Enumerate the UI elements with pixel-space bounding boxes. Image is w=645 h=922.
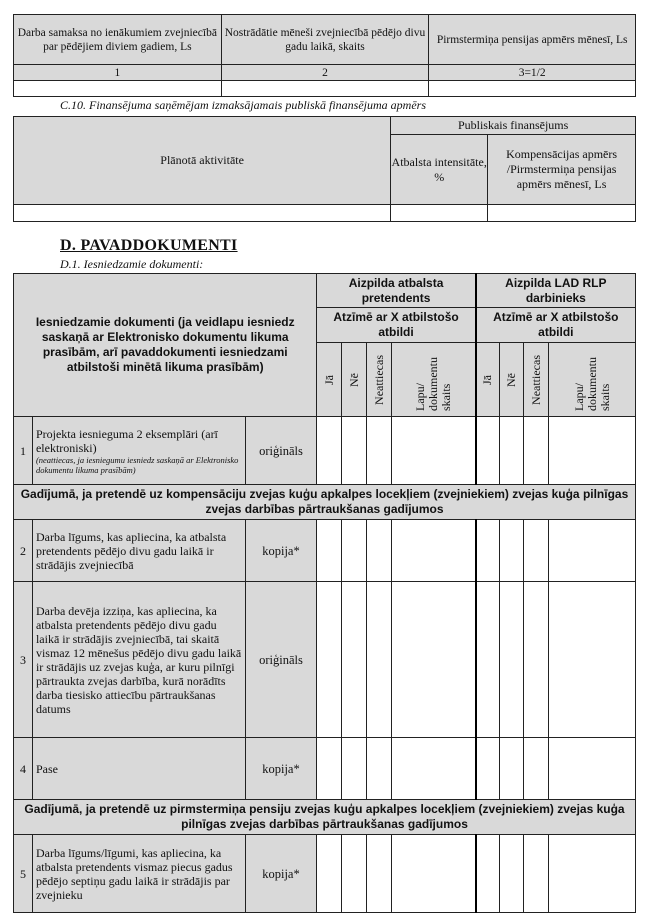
applicant-mark-header: Atzīmē ar X atbilstošo atbildi xyxy=(317,308,476,343)
applicant-na-header: Neattiecas xyxy=(371,354,386,405)
document-text: Projekta iesnieguma 2 eksemplāri (arī elektroniski) xyxy=(35,426,218,455)
lad-mark-header: Atzīmē ar X atbilstošo atbildi xyxy=(476,308,636,343)
lad-yes-cell[interactable] xyxy=(476,417,500,485)
lad-pages-cell[interactable] xyxy=(549,738,636,800)
applicant-yes-header: Jā xyxy=(321,374,336,385)
lad-na-cell[interactable] xyxy=(524,738,549,800)
lad-no-cell[interactable] xyxy=(500,835,524,913)
public-funding-header: Publiskais finansējums xyxy=(391,117,636,135)
months-header: Nostrādātie mēneši zvejniecībā pēdējo divu gadu laikā, skaits xyxy=(221,15,429,65)
document-form: kopija* xyxy=(245,835,317,913)
row-number: 4 xyxy=(14,738,33,800)
applicant-no-cell[interactable] xyxy=(342,417,367,485)
compensation-header: Kompensācijas apmērs /Pirmstermiņa pensijas apmērs mēnesī, Ls xyxy=(488,135,636,205)
lad-na-cell[interactable] xyxy=(524,835,549,913)
section-compensation: Gadījumā, ja pretendē uz kompensāciju zvejas kuģu apkalpes locekļiem (zvejniekiem) zvejas kuģa pilnīgas zvejas darbības pārtraukšanas gadījumos xyxy=(14,485,636,520)
document-description: Darba devēja izziņa, kas apliecina, ka atbalsta pretendents pēdējo divu gadu laikā ir strādājis zvejniecībā, tai skaitā vismaz 12 mēnešus pēdējo divu gadu laikā ir strādājis uz zvejas kuģa, ar kuru pilnīgi pārtraukta zvejas darbība, kurā norādīts darba tiesisko attiecību pārtraukšanas datums xyxy=(32,582,245,738)
row-number: 3 xyxy=(14,582,33,738)
applicant-yes-cell[interactable] xyxy=(317,417,342,485)
activity-input-cell[interactable] xyxy=(14,205,391,222)
lad-pages-cell[interactable] xyxy=(549,835,636,913)
lad-yes-cell[interactable] xyxy=(476,582,500,738)
lad-pages-cell[interactable] xyxy=(549,520,636,582)
applicant-na-cell[interactable] xyxy=(367,520,392,582)
pension-input-cell[interactable] xyxy=(429,81,636,97)
section-title: D. PAVADDOKUMENTI xyxy=(60,237,238,254)
lad-pages-cell[interactable] xyxy=(549,582,636,738)
lad-na-cell[interactable] xyxy=(524,417,549,485)
pension-header: Pirmstermiņa pensijas apmērs mēnesī, Ls xyxy=(429,15,636,65)
salary-input-cell[interactable] xyxy=(14,81,222,97)
document-form: oriģināls xyxy=(245,417,317,485)
applicant-header: Aizpilda atbalsta pretendents xyxy=(317,274,476,308)
lad-pages-header: Lapu/ dokumentu skaits xyxy=(571,356,612,411)
table-row xyxy=(14,417,636,485)
document-description xyxy=(32,417,245,485)
applicant-no-cell[interactable] xyxy=(342,835,367,913)
applicant-na-cell[interactable] xyxy=(367,582,392,738)
compensation-input-cell[interactable] xyxy=(488,205,636,222)
lad-na-cell[interactable] xyxy=(524,520,549,582)
lad-pages-cell[interactable] xyxy=(549,417,636,485)
applicant-pages-cell[interactable] xyxy=(392,738,476,800)
col-number-3: 3=1/2 xyxy=(429,65,636,81)
public-funding-table xyxy=(13,116,636,222)
applicant-no-cell[interactable] xyxy=(342,738,367,800)
months-input-cell[interactable] xyxy=(221,81,429,97)
document-description: Darba līgums, kas apliecina, ka atbalsta pretendents pēdējo divu gadu laikā ir strādājis zvejniecībā xyxy=(32,520,245,582)
applicant-yes-cell[interactable] xyxy=(317,738,342,800)
applicant-yes-cell[interactable] xyxy=(317,520,342,582)
documents-table xyxy=(13,273,636,913)
salary-header: Darba samaksa no ienākumiem zvejniecībā par pēdējiem diviem gadiem, Ls xyxy=(14,15,222,65)
document-description: Pase xyxy=(32,738,245,800)
lad-header: Aizpilda LAD RLP darbinieks xyxy=(476,274,636,308)
c10-caption: C.10. Finansējuma saņēmējam izmaksājamais publiskā finansējuma apmērs xyxy=(60,98,426,112)
lad-na-header: Neattiecas xyxy=(528,354,543,405)
lad-yes-cell[interactable] xyxy=(476,520,500,582)
applicant-na-cell[interactable] xyxy=(367,738,392,800)
applicant-yes-cell[interactable] xyxy=(317,582,342,738)
applicant-na-cell[interactable] xyxy=(367,417,392,485)
col-number-1: 1 xyxy=(14,65,222,81)
document-form: oriģināls xyxy=(245,582,317,738)
lad-yes-cell[interactable] xyxy=(476,835,500,913)
document-form: kopija* xyxy=(245,520,317,582)
activity-header: Plānotā aktivitāte xyxy=(14,117,391,205)
applicant-no-cell[interactable] xyxy=(342,582,367,738)
row-number: 5 xyxy=(14,835,33,913)
applicant-pages-cell[interactable] xyxy=(392,417,476,485)
lad-no-cell[interactable] xyxy=(500,582,524,738)
intensity-input-cell[interactable] xyxy=(391,205,488,222)
section-early-pension: Gadījumā, ja pretendē uz pirmstermiņa pensiju zvejas kuģu apkalpes locekļiem (zvejniekiem) zvejas kuģa pilnīgas zvejas darbības pārtraukšanas gadījumos xyxy=(14,800,636,835)
row-number: 1 xyxy=(14,417,33,485)
table-row xyxy=(14,520,636,582)
document-note: (neattiecas, ja iesniegumu iesniedz saskaņā ar Elektronisko dokumentu likuma prasībām) xyxy=(35,454,239,475)
col-number-2: 2 xyxy=(221,65,429,81)
lad-na-cell[interactable] xyxy=(524,582,549,738)
lad-no-cell[interactable] xyxy=(500,417,524,485)
lad-no-header: Nē xyxy=(504,372,519,387)
applicant-no-cell[interactable] xyxy=(342,520,367,582)
document-form: kopija* xyxy=(245,738,317,800)
table-row xyxy=(14,835,636,913)
documents-header: Iesniedzamie dokumenti (ja veidlapu iesniedz saskaņā ar Elektronisko dokumentu likuma prasībām, arī pavaddokumenti iesniedzami atbilstoši minētā likuma prasībām) xyxy=(14,274,317,417)
applicant-pages-cell[interactable] xyxy=(392,520,476,582)
row-number: 2 xyxy=(14,520,33,582)
applicant-pages-cell[interactable] xyxy=(392,835,476,913)
lad-yes-cell[interactable] xyxy=(476,738,500,800)
intensity-header: Atbalsta intensitāte, % xyxy=(391,135,488,205)
lad-no-cell[interactable] xyxy=(500,520,524,582)
applicant-yes-cell[interactable] xyxy=(317,835,342,913)
applicant-pages-header: Lapu/ dokumentu skaits xyxy=(412,356,453,411)
lad-no-cell[interactable] xyxy=(500,738,524,800)
document-description: Darba līgums/līgumi, kas apliecina, ka atbalsta pretendents vismaz piecus gadus pēdējo septiņu gadu laikā ir strādājis par zvejnieku xyxy=(32,835,245,913)
table-row xyxy=(14,582,636,738)
table-row xyxy=(14,738,636,800)
pension-calc-table xyxy=(13,14,636,97)
applicant-no-header: Nē xyxy=(346,372,361,387)
applicant-na-cell[interactable] xyxy=(367,835,392,913)
lad-yes-header: Jā xyxy=(480,374,495,385)
applicant-pages-cell[interactable] xyxy=(392,582,476,738)
d1-caption: D.1. Iesniedzamie dokumenti: xyxy=(60,257,204,271)
